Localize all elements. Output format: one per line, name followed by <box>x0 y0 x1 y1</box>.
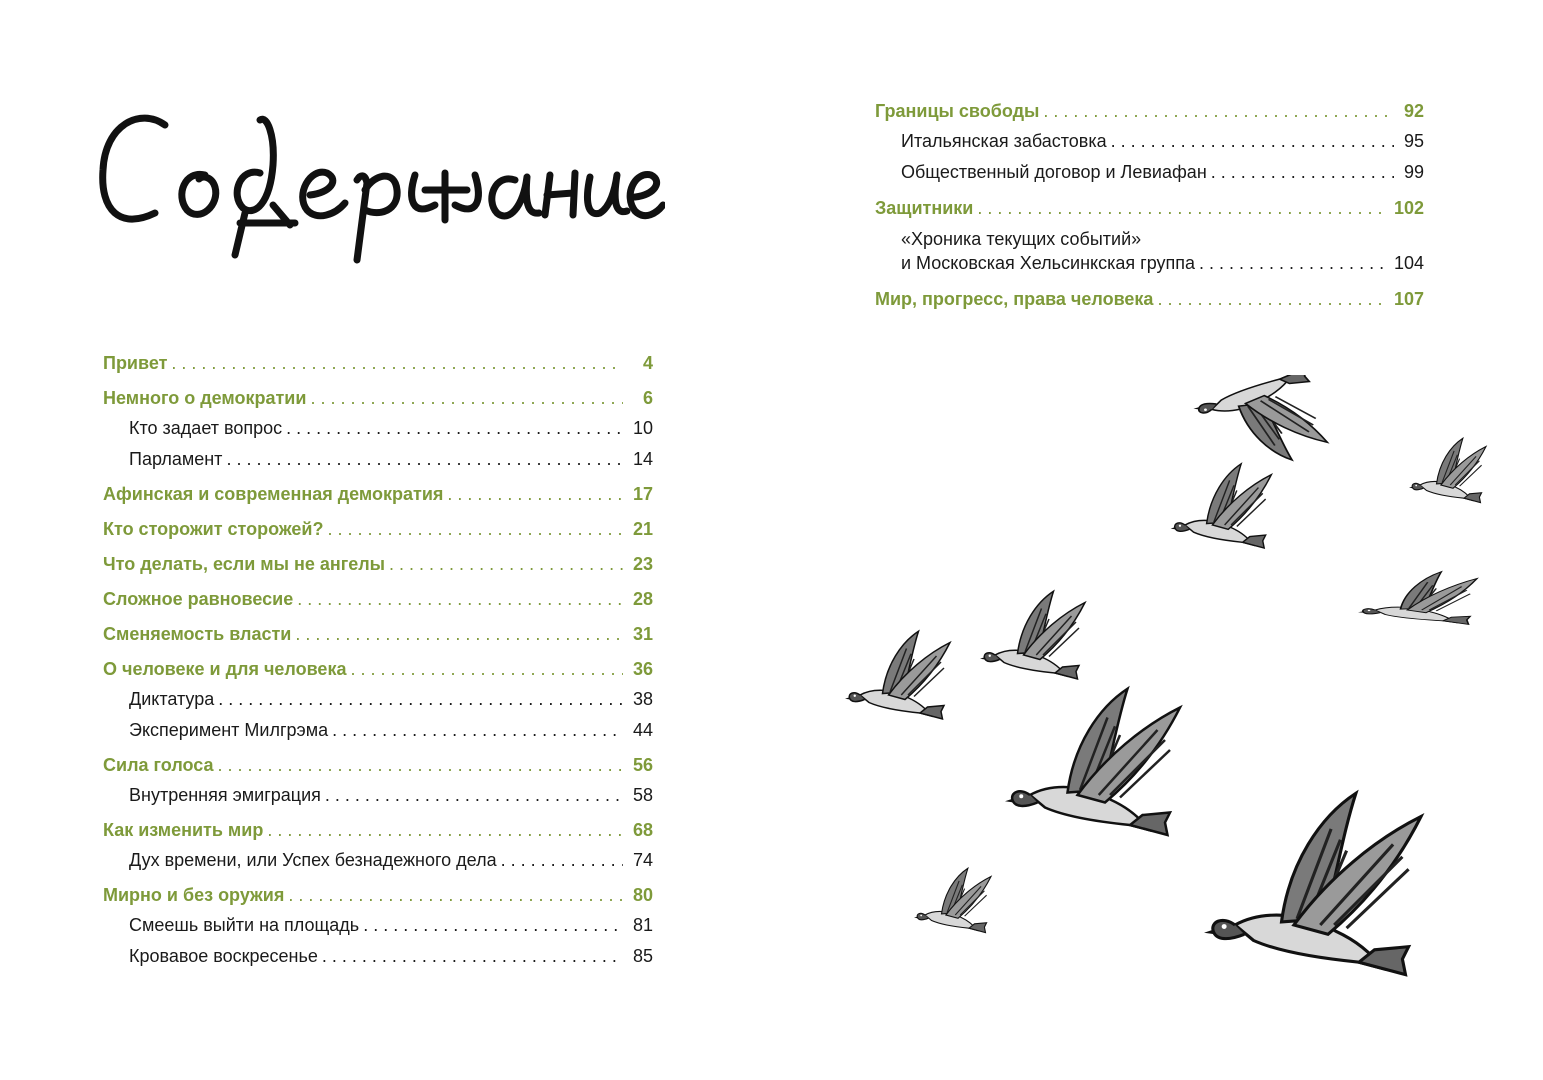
toc-entry[interactable] <box>875 288 1424 310</box>
dot-leader <box>226 448 623 470</box>
toc-entry-page: 31 <box>632 624 653 644</box>
dot-leader <box>218 754 623 776</box>
toc-entry[interactable] <box>103 623 653 645</box>
dot-leader <box>325 784 623 806</box>
toc-entry-page: 36 <box>632 659 653 679</box>
toc-entry-page: 85 <box>632 946 653 966</box>
bird-mid <box>1171 464 1272 548</box>
dot-leader <box>363 914 623 936</box>
bird-left <box>845 631 950 719</box>
toc-entry-page: 38 <box>632 689 653 709</box>
toc-entry-label: Смеешь выйти на площадь <box>129 915 360 935</box>
toc-entry[interactable] <box>103 819 653 841</box>
toc-entry-page: 4 <box>642 353 653 373</box>
toc-entry-page: 10 <box>632 418 653 438</box>
toc-entry[interactable] <box>103 658 653 680</box>
toc-entry-multiline[interactable] <box>875 226 1424 274</box>
toc-entry-page: 6 <box>642 388 653 408</box>
toc-entry-label: Привет <box>103 353 168 373</box>
dot-leader <box>1211 161 1394 183</box>
toc-entry-page: 92 <box>1403 101 1424 121</box>
toc-entry-label: Сила голоса <box>103 755 214 775</box>
toc-entry-label-line: «Хроника текущих событий» <box>901 229 1142 249</box>
toc-entry[interactable] <box>875 100 1424 122</box>
toc-left-column <box>103 346 653 967</box>
toc-entry[interactable] <box>103 884 653 906</box>
toc-entry[interactable] <box>103 914 653 936</box>
dot-leader <box>267 819 623 841</box>
dot-leader <box>322 945 623 967</box>
toc-entry-page: 95 <box>1403 131 1424 151</box>
toc-entry-label: Эксперимент Милгрэма <box>129 720 329 740</box>
dot-leader <box>1043 100 1394 122</box>
toc-entry-label: Парламент <box>129 449 223 469</box>
toc-entry-label: Защитники <box>875 198 974 218</box>
toc-entry-label: О человеке и для человека <box>103 659 347 679</box>
toc-entry-label: Кто задает вопрос <box>129 418 283 438</box>
toc-entry[interactable] <box>103 483 653 505</box>
toc-entry-page: 21 <box>632 519 653 539</box>
dot-leader <box>1157 288 1388 310</box>
bird-left-mid <box>980 591 1085 679</box>
toc-entry[interactable] <box>103 387 653 409</box>
toc-entry[interactable] <box>103 688 653 710</box>
toc-entry-page: 68 <box>632 820 653 840</box>
toc-entry-page: 107 <box>1393 289 1424 309</box>
toc-entry-label: Мир, прогресс, права человека <box>875 289 1154 309</box>
dot-leader <box>447 483 623 505</box>
bird-center-large <box>1005 689 1180 835</box>
toc-entry[interactable] <box>103 518 653 540</box>
dot-leader <box>286 417 623 439</box>
dot-leader <box>218 688 623 710</box>
toc-entry-label: Дух времени, или Успех безнадежного дела <box>129 850 497 870</box>
toc-entry-label: Внутренняя эмиграция <box>129 785 321 805</box>
dot-leader <box>389 553 623 575</box>
toc-entry-page: 56 <box>632 755 653 775</box>
dot-leader <box>310 387 623 409</box>
toc-entry-page: 102 <box>1393 198 1424 218</box>
toc-entry-label: Кто сторожит сторожей? <box>103 519 324 539</box>
dot-leader <box>327 518 623 540</box>
toc-entry-label: Мирно и без оружия <box>103 885 285 905</box>
toc-entry-page: 74 <box>632 850 653 870</box>
toc-right-column <box>875 95 1424 310</box>
toc-entry-label: Кровавое воскресенье <box>129 946 318 966</box>
toc-entry-page: 104 <box>1393 253 1424 273</box>
toc-entry[interactable] <box>103 945 653 967</box>
bird-right-flat <box>1358 572 1477 625</box>
toc-entry[interactable] <box>103 719 653 741</box>
toc-entry-page: 44 <box>632 720 653 740</box>
toc-entry-page: 14 <box>632 449 653 469</box>
bird-top <box>1190 375 1329 475</box>
toc-entry-page: 99 <box>1403 162 1424 182</box>
toc-entry-label: и Московская Хельсинкская группа <box>901 253 1196 273</box>
dot-leader <box>297 588 623 610</box>
bird-right-small <box>1409 438 1486 502</box>
toc-entry[interactable] <box>103 784 653 806</box>
toc-entry[interactable] <box>103 448 653 470</box>
dot-leader <box>1111 130 1394 152</box>
toc-entry-page: 23 <box>632 554 653 574</box>
birds-illustration <box>845 375 1495 1045</box>
toc-entry[interactable] <box>875 130 1424 152</box>
toc-entry-label: Что делать, если мы не ангелы <box>103 554 386 574</box>
dot-leader <box>332 719 623 741</box>
toc-entry-label: Диктатура <box>129 689 215 709</box>
toc-entry-label: Афинская и современная демократия <box>103 484 444 504</box>
toc-entry[interactable] <box>103 849 653 871</box>
toc-entry[interactable] <box>103 588 653 610</box>
toc-entry-label: Как изменить мир <box>103 820 264 840</box>
toc-entry-label: Границы свободы <box>875 101 1040 121</box>
dot-leader <box>501 849 623 871</box>
toc-entry[interactable] <box>103 417 653 439</box>
bird-small-bottom <box>914 868 991 932</box>
dot-leader <box>295 623 623 645</box>
toc-entry-label: Немного о демократии <box>103 388 307 408</box>
toc-entry[interactable] <box>103 352 653 374</box>
dot-leader <box>171 352 623 374</box>
toc-entry-label: Общественный договор и Левиафан <box>901 162 1207 182</box>
toc-entry-label: Сменяемость власти <box>103 624 292 644</box>
toc-entry-label: Итальянская забастовка <box>901 131 1107 151</box>
bird-large-bottom <box>1204 793 1421 974</box>
toc-entry[interactable] <box>103 754 653 776</box>
contents-title-lettering <box>95 95 665 275</box>
toc-entry[interactable] <box>103 553 653 575</box>
toc-entry-page: 17 <box>632 484 653 504</box>
dot-leader <box>977 197 1388 219</box>
toc-entry <box>901 252 1424 274</box>
toc-entry[interactable] <box>875 197 1424 219</box>
toc-entry-page: 80 <box>632 885 653 905</box>
toc-entry[interactable] <box>875 161 1424 183</box>
dot-leader <box>350 658 623 680</box>
toc-entry-page: 28 <box>632 589 653 609</box>
dot-leader <box>288 884 623 906</box>
toc-entry-page: 58 <box>632 785 653 805</box>
toc-entry-label: Сложное равновесие <box>103 589 294 609</box>
toc-entry-page: 81 <box>632 915 653 935</box>
dot-leader <box>1199 252 1388 274</box>
